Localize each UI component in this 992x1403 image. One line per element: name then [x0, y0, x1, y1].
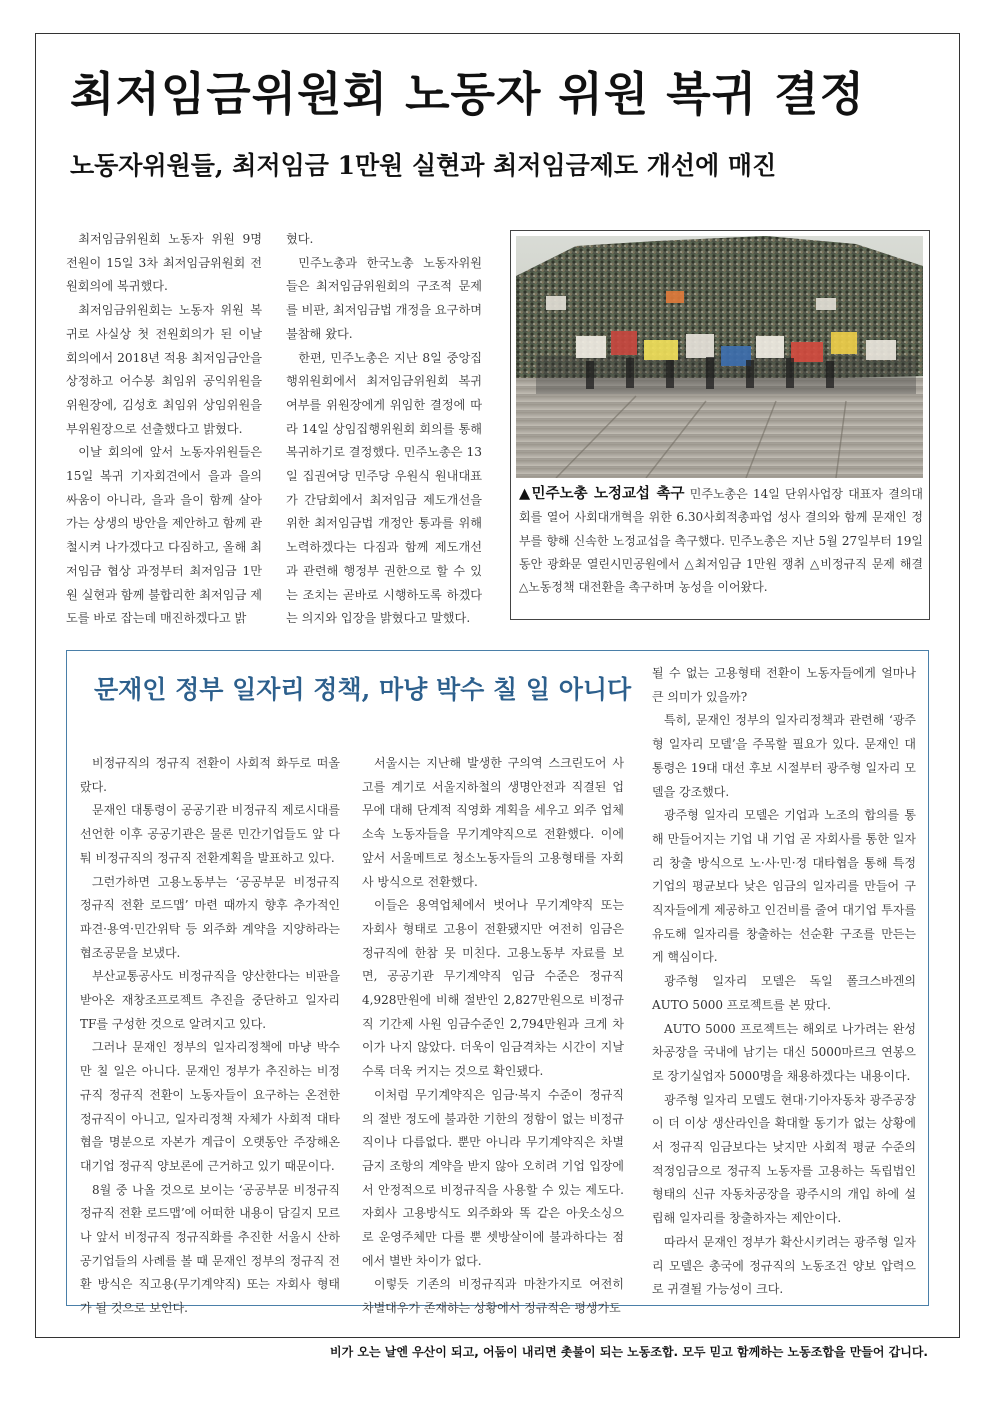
article-column-2	[286, 228, 482, 631]
sidebar-paragraph: 서울시는 지난해 발생한 구의역 스크린도어 사고를 계기로 서울지하철의 생명안전과 직결된 업무에 대해 단계적 직영화 계획을 세우고 외주 업체 소속 노동자들을 무기계약직으로 전환했다. 이에 앞서 서울메트로 청소노동자들의 고용형태를 자회사 방식으로 전환했다.	[362, 756, 624, 889]
headline: 최저임금위원회 노동자 위원 복귀 결정	[70, 67, 866, 121]
footer-slogan: 비가 오는 날엔 우산이 되고, 어둠이 내리면 촛불이 되는 노동조합. 모두 믿고 함께하는 노동조합을 만들어 갑니다.	[330, 1345, 928, 1359]
sidebar-paragraph: 비정규직의 정규직 전환이 사회적 화두로 떠올랐다.	[80, 756, 340, 794]
sidebar-paragraph: 이렇듯 기존의 비정규직과 마찬가지로 여전히 차별대우가 존재하는 상황에서 정규직은 평생가도	[362, 1277, 624, 1316]
article-paragraph: 이날 회의에 앞서 노동자위원들은 15일 복귀 기자회견에서 을과 을의 싸움이 아니라, 을과 을이 함께 살아가는 상생의 방안을 제안하고 함께 관철시켜 나가겠다고 다짐하고, 올해 최저임금 협상 과정부터 최저임금 1만원 실현과 함께 불합리한 최저임금 제도를 바로 잡는데 매진하겠다고 밝	[66, 445, 262, 626]
subheadline: 노동자위원들, 최저임금 1만원 실현과 최저임금제도 개선에 매진	[70, 151, 777, 180]
article-paragraph: 최저임금위원회는 노동자 위원 복귀로 사실상 첫 전원회의가 된 이날 회의에서 2018년 적용 최저임금안을 상정하고 어수봉 최임위 공익위원을 위원장에, 김성호 최임위 상임위원을 부위원장으로 선출했다고 밝혔다.	[66, 303, 262, 436]
article-column-1	[66, 228, 262, 631]
sidebar-title: 문재인 정부 일자리 정책, 마냥 박수 칠 일 아니다	[94, 675, 632, 704]
sidebar-paragraph: 이처럼 무기계약직은 임금·복지 수준이 정규직의 절반 정도에 불과한 기한의 정함이 없는 비정규직이나 다름없다. 뿐만 아니라 무기계약직은 차별금지 조항의 계약을 받지 않아 오히려 기업 입장에서 안정적으로 비정규직을 사용할 수 있는 제도다. 자회사 고용방식도 외주화와 똑 같은 아웃소싱으로 운영주체만 다를 뿐 셋방살이에 불과하다는 점에서 별반 차이가 없다.	[362, 1087, 624, 1268]
sidebar-paragraph: 광주형 일자리 모델은 기업과 노조의 합의를 통해 만들어지는 기업 내 기업 곧 자회사를 통한 일자리 창출 방식으로 노·사·민·정 대타협을 통해 특정 기업의 평균보다 낮은 임금의 일자리를 만들어 구직자들에게 제공하고 인건비를 줄여 대기업 투자를 유도해 일자리를 창출하는 선순환 구조를 만든는 게 핵심이다.	[652, 808, 916, 965]
photo-caption-title: ▲민주노총 노정교섭 촉구	[519, 486, 685, 502]
sidebar-column-1	[80, 752, 340, 1321]
photo-box	[510, 230, 930, 620]
sidebar-paragraph: AUTO 5000 프로젝트는 해외로 나가려는 완성차공장을 국내에 남기는 대신 5000마르크 연봉으로 장기실업자 5000명을 채용하겠다는 내용이다.	[652, 1021, 916, 1083]
sidebar-paragraph: 그런가하면 고용노동부는 ‘공공부문 비정규직 정규직 전환 로드맵’ 마련 때까지 향후 추가적인 파견·용역·민간위탁 등 외주화 계약을 지양하라는 협조공문을 보냈다.	[80, 874, 340, 960]
sidebar-paragraph-continued: 될 수 없는 고용형태 전환이 노동자들에게 얼마나 큰 의미가 있을까?	[652, 666, 916, 704]
photo-caption-text: 민주노총은 14일 단위사업장 대표자 결의대회를 열어 사회대개혁을 위한 6.30사회적총파업 성사 결의와 함께 문재인 정부를 향해 신속한 노정교섭을 촉구했다. 민주노총은 지난 5월 27일부터 19일 동안 광화문 열린시민공원에서 △최저임금 1만원 쟁취 △비정규직 문제 해결 △노동정책 대전환을 촉구하며 농성을 이어왔다.	[519, 487, 923, 595]
sidebar-paragraph: 부산교통공사도 비정규직을 양산한다는 비판을 받아온 재창조프로젝트 추진을 중단하고 일자리TF를 구성한 것으로 알려지고 있다.	[80, 969, 340, 1031]
sidebar-column-3	[652, 662, 916, 1302]
sidebar-paragraph: 광주형 일자리 모델도 현대·기아자동차 광주공장이 더 이상 생산라인을 확대할 동기가 없는 상황에서 정규직 임금보다는 낮지만 사회적 평균 수준의 적정임금으로 정규직 노동자를 고용하는 독립법인 형태의 신규 자동차공장을 광주시의 개입 하에 설립해 일자리를 창출하자는 제안이다.	[652, 1092, 916, 1226]
article-paragraph: 민주노총과 한국노총 노동자위원들은 최저임금위원회의 구조적 문제를 비판, 최저임금법 개정을 요구하며 불참해 왔다.	[286, 255, 482, 341]
sidebar-paragraph: 그러나 문재인 정부의 일자리정책에 마냥 박수만 칠 일은 아니다. 문재인 정부가 추진하는 비정규직 정규직 전환이 노동자들이 요구하는 온전한 정규직이 아니고, 일자리정책 자체가 사회적 대타협을 명분으로 자본가 계급이 오랫동안 주장해온 대기업 정규직 양보론에 근거하고 있기 때문이다.	[80, 1040, 340, 1173]
sidebar-paragraph: 특히, 문재인 정부의 일자리정책과 관련해 ‘광주형 일자리 모델’을 주목할 필요가 있다. 문재인 대통령은 19대 대선 후보 시절부터 광주형 일자리 모델을 강조했다.	[652, 713, 916, 799]
sidebar-paragraph: 광주형 일자리 모델은 독일 폴크스바겐의 AUTO 5000 프로젝트를 본 땄다.	[652, 974, 916, 1012]
article-paragraph: 한편, 민주노총은 지난 8일 중앙집행위원회에서 최저임금위원회 복귀 여부를 위원장에게 위임한 결정에 따라 14일 상임집행위원회 회의를 통해 복귀하기로 결정했다. 민주노총은 13일 집권여당 민주당 우원식 원내대표가 간담회에서 최저임금 제도개선을 위한 최저임금법 개정안 통과를 위해 노력하겠다는 다짐과 함께 제도개선과 관련해 행정부 권한으로 할 수 있는 조치는 곧바로 시행하도록 하겠다는 의지와 입장을 밝혔다고 말했다.	[286, 350, 482, 626]
sidebar-paragraph: 문재인 대통령이 공공기관 비정규직 제로시대를 선언한 이후 공공기관은 물론 민간기업들도 앞 다퉈 비정규직의 정규직 전환계획을 발표하고 있다.	[80, 803, 340, 865]
sidebar-column-2	[362, 752, 624, 1321]
sidebar-paragraph: 8월 중 나올 것으로 보이는 ‘공공부문 비정규직 정규직 전환 로드맵’에 어떠한 내용이 담길지 모르나 앞서 비정규직 정규직화를 추진한 서울시 산하 공기업들의 사례를 볼 때 문재인 정부의 정규직 전환 방식은 직고용(무기계약직) 또는 자회사 형태가 될 것으로 보인다.	[80, 1182, 340, 1316]
article-paragraph: 최저임금위원회 노동자 위원 9명 전원이 15일 3차 최저임금위원회 전원회의에 복귀했다.	[66, 232, 262, 294]
sidebar-paragraph: 따라서 문재인 정부가 확산시키려는 광주형 일자리 모델은 총국에 정규직의 노동조건 양보 압력으로 귀결될 가능성이 크다.	[652, 1234, 916, 1297]
article-paragraph-continued: 혔다.	[286, 232, 314, 246]
sidebar-paragraph: 이들은 용역업체에서 벗어나 무기계약직 또는 자회사 형태로 고용이 전환됐지만 여전히 임금은 정규직에 한참 못 미친다. 고용노동부 자료를 보면, 공공기관 무기계약직 임금 수준은 정규직 4,928만원에 비해 절반인 2,827만원으로 비정규직 기간제 사원 임금수준인 2,794만원과 크게 차이가 나지 않았다. 더욱이 임금격차는 시간이 지날수록 더욱 커지는 것으로 확인됐다.	[362, 898, 624, 1079]
photo-caption	[519, 483, 923, 599]
rally-photo	[516, 236, 923, 478]
